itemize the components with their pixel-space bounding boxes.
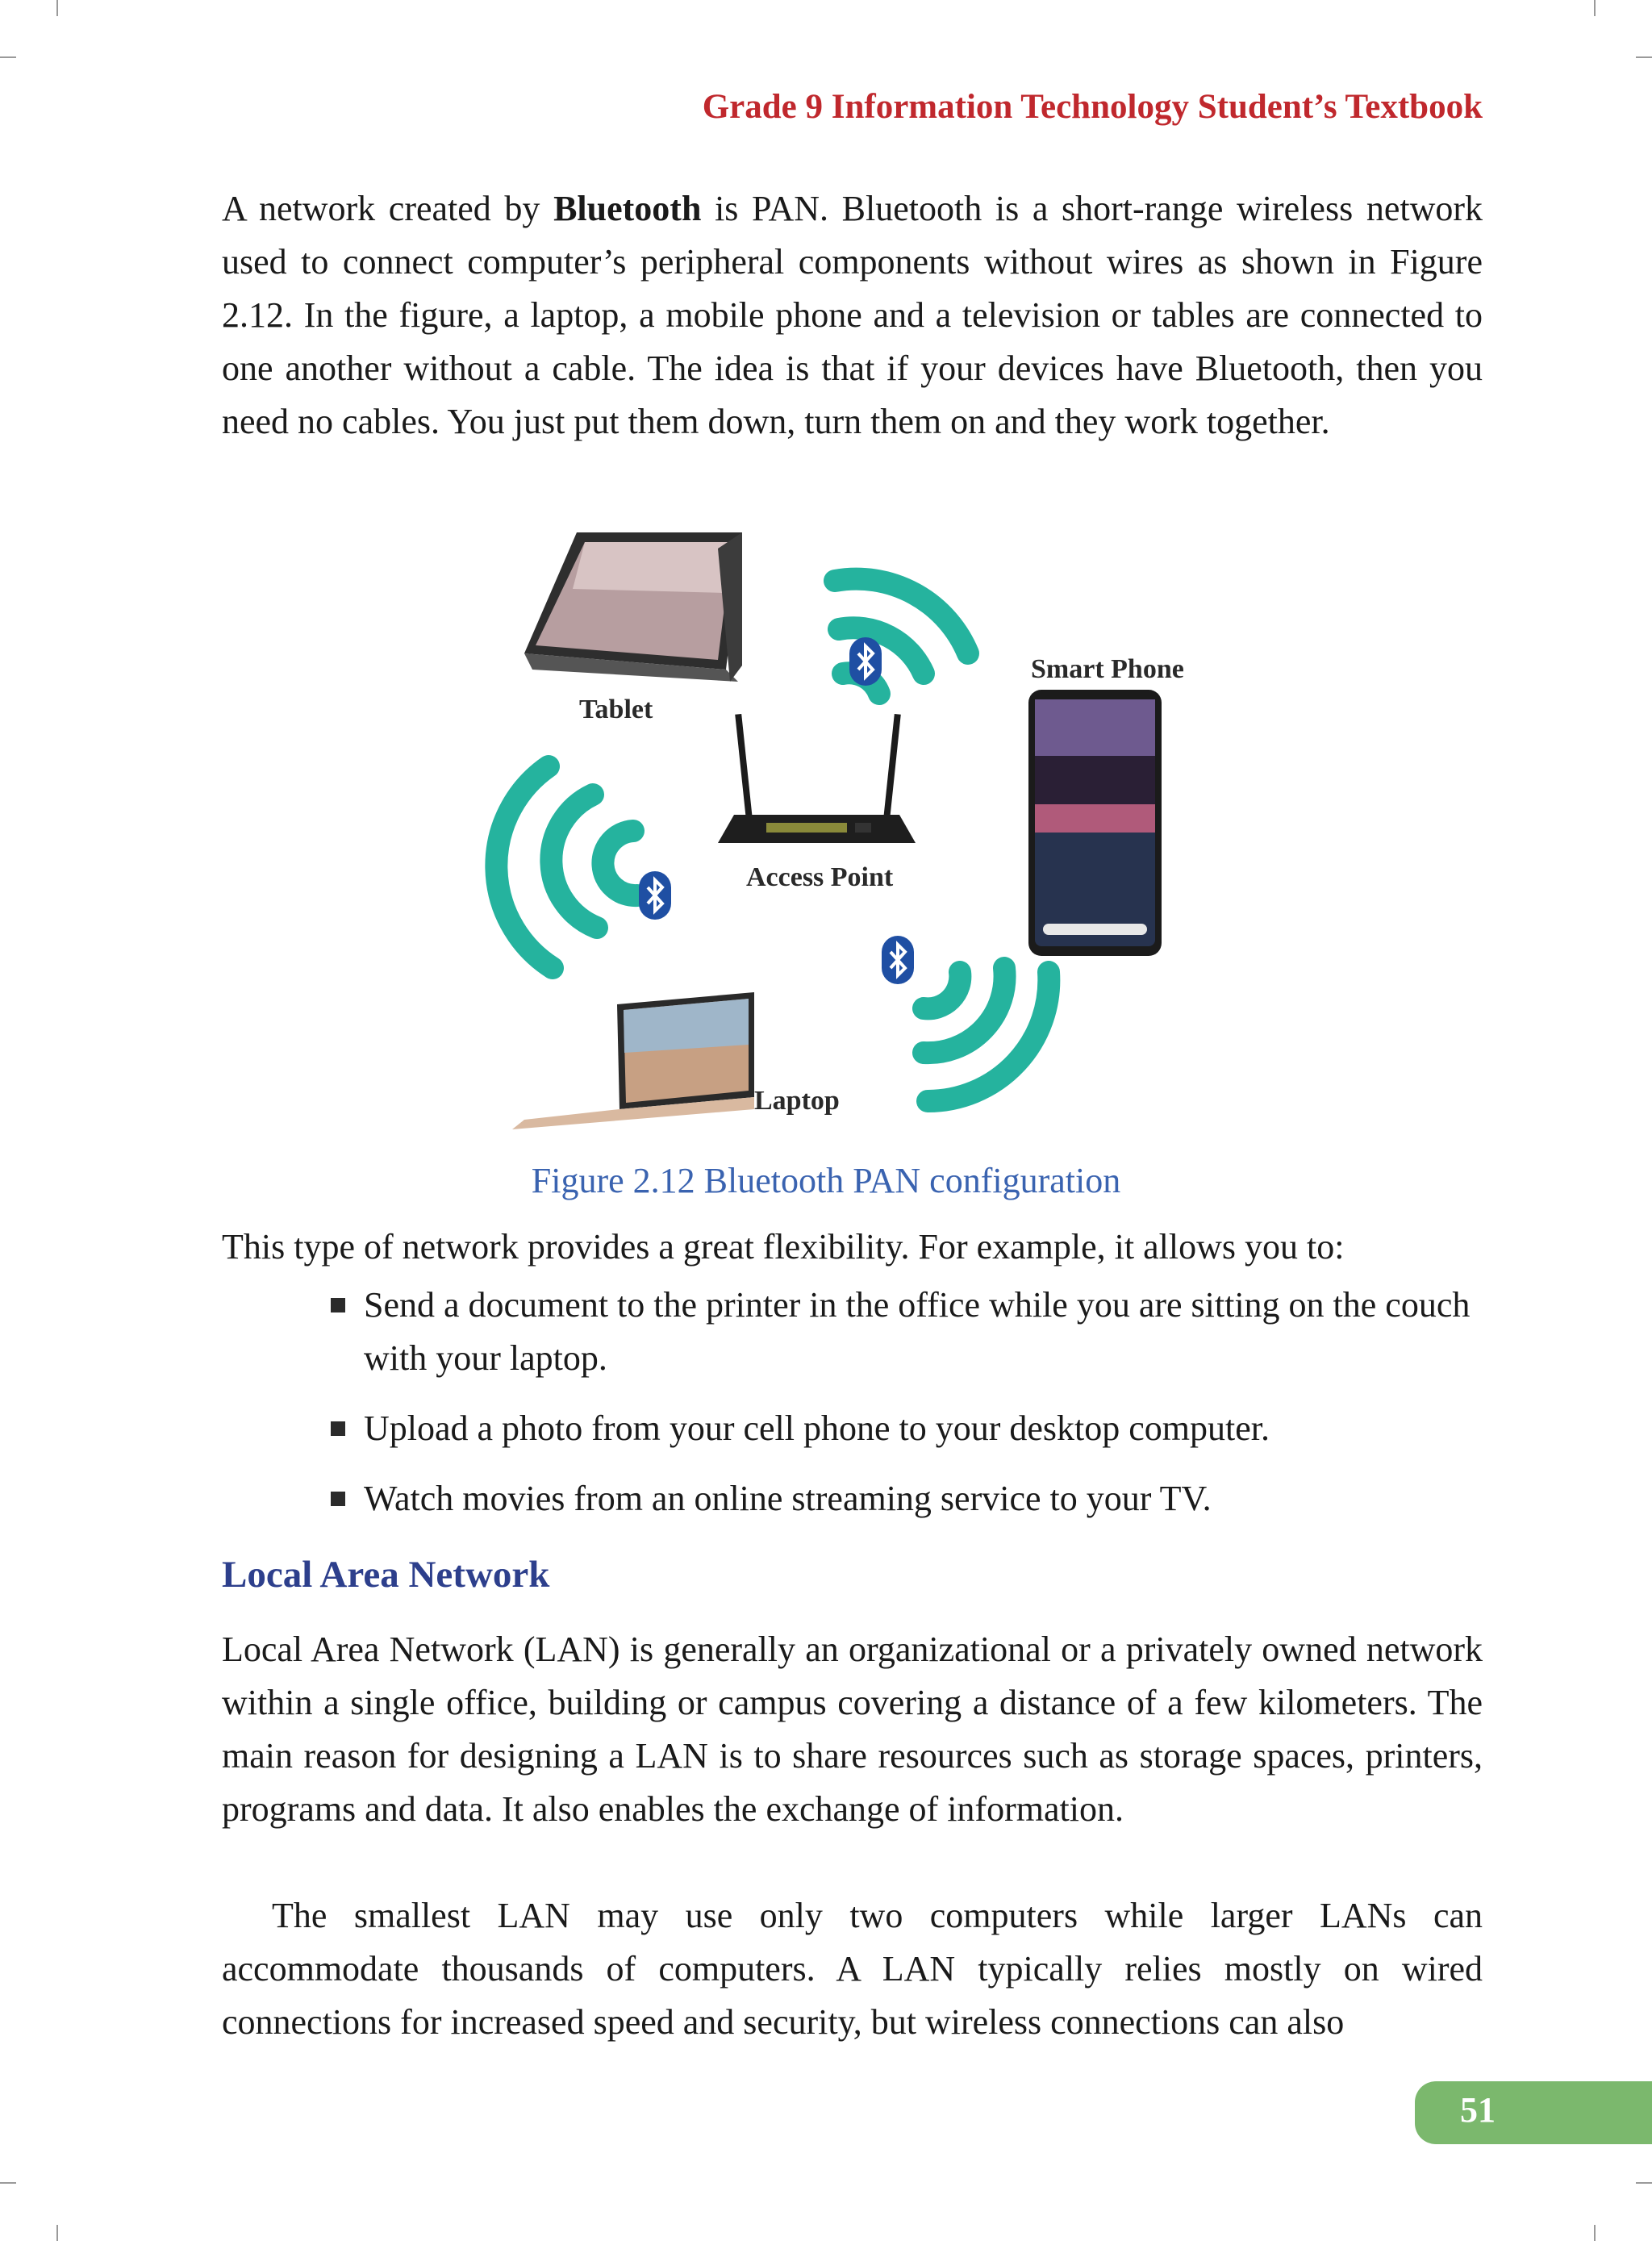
bluetooth-icon bbox=[849, 637, 882, 686]
tablet-label: Tablet bbox=[579, 695, 653, 724]
crop-mark bbox=[1594, 0, 1596, 16]
list-item-text: Upload a photo from your cell phone to your desktop computer. bbox=[364, 1408, 1270, 1448]
signal-waves-bottom bbox=[924, 968, 1049, 1101]
list-item-text: Watch movies from an online streaming service to your TV. bbox=[364, 1479, 1212, 1518]
crop-mark bbox=[56, 2225, 58, 2241]
list-item bbox=[331, 1472, 1484, 1525]
signal-waves-left bbox=[496, 766, 637, 968]
crop-mark bbox=[0, 2182, 16, 2184]
access-point-image bbox=[718, 714, 916, 843]
list-item-text: Send a document to the printer in the office while you are sitting on the couch with your laptop. bbox=[364, 1285, 1471, 1378]
bluetooth-pan-figure bbox=[476, 516, 1202, 1146]
lan-paragraph-1: Local Area Network (LAN) is generally an organizational or a privately owned network within a single office, building or campus covering a distance of a few kilometers. The main reason for designing a LAN is to share resources such as storage spaces, printers, programs and data. It also enables the exchange of information. bbox=[222, 1630, 1483, 1829]
list-item bbox=[331, 1279, 1484, 1385]
bluetooth-icon bbox=[639, 871, 671, 920]
figure-illustration bbox=[476, 516, 1202, 1146]
smart-phone-image bbox=[1028, 690, 1162, 956]
tablet-image bbox=[524, 532, 742, 682]
bluetooth-term: Bluetooth bbox=[553, 189, 702, 228]
intro-paragraph bbox=[222, 182, 1483, 449]
crop-mark bbox=[1594, 2225, 1596, 2241]
page-number-tab bbox=[1415, 2081, 1652, 2144]
list-item bbox=[331, 1402, 1484, 1455]
example-list bbox=[331, 1279, 1484, 1542]
bullet-square-icon bbox=[331, 1492, 345, 1506]
figure-caption: Figure 2.12 Bluetooth PAN configuration bbox=[531, 1161, 1121, 1200]
bullet-square-icon bbox=[331, 1298, 345, 1312]
bluetooth-icon bbox=[882, 936, 914, 984]
page-number: 51 bbox=[1460, 2090, 1496, 2130]
crop-mark bbox=[1636, 2182, 1652, 2184]
flexibility-intro: This type of network provides a great flexibility. For example, it allows you to: bbox=[222, 1227, 1345, 1267]
section-heading: Local Area Network bbox=[222, 1554, 550, 1596]
laptop-image bbox=[512, 992, 754, 1129]
smart-phone-label: Smart Phone bbox=[1031, 654, 1184, 684]
running-header: Grade 9 Information Technology Student’s Textbook bbox=[702, 88, 1483, 126]
access-point-label: Access Point bbox=[746, 862, 894, 892]
crop-mark bbox=[56, 0, 58, 16]
crop-mark bbox=[1636, 56, 1652, 58]
intro-text-rest: is PAN. Bluetooth is a short-range wireless network used to connect computer’s peripheral components without wires as shown in Figure 2.12. In the figure, a laptop, a mobile phone and a television or tables are connected to one another without a cable. The idea is that if your devices have Bluetooth, then you need no cables. You just put them down, turn them on and they work together. bbox=[222, 189, 1483, 441]
intro-text-start: A network created by bbox=[222, 189, 554, 228]
lan-paragraph-2: The smallest LAN may use only two computers while larger LANs can accommodate thousands of computers. A LAN typically relies mostly on wired connections for increased speed and security, but wireless connections can also bbox=[222, 1896, 1483, 2042]
laptop-label: Laptop bbox=[754, 1086, 840, 1116]
crop-mark bbox=[0, 56, 16, 58]
bullet-square-icon bbox=[331, 1421, 345, 1436]
